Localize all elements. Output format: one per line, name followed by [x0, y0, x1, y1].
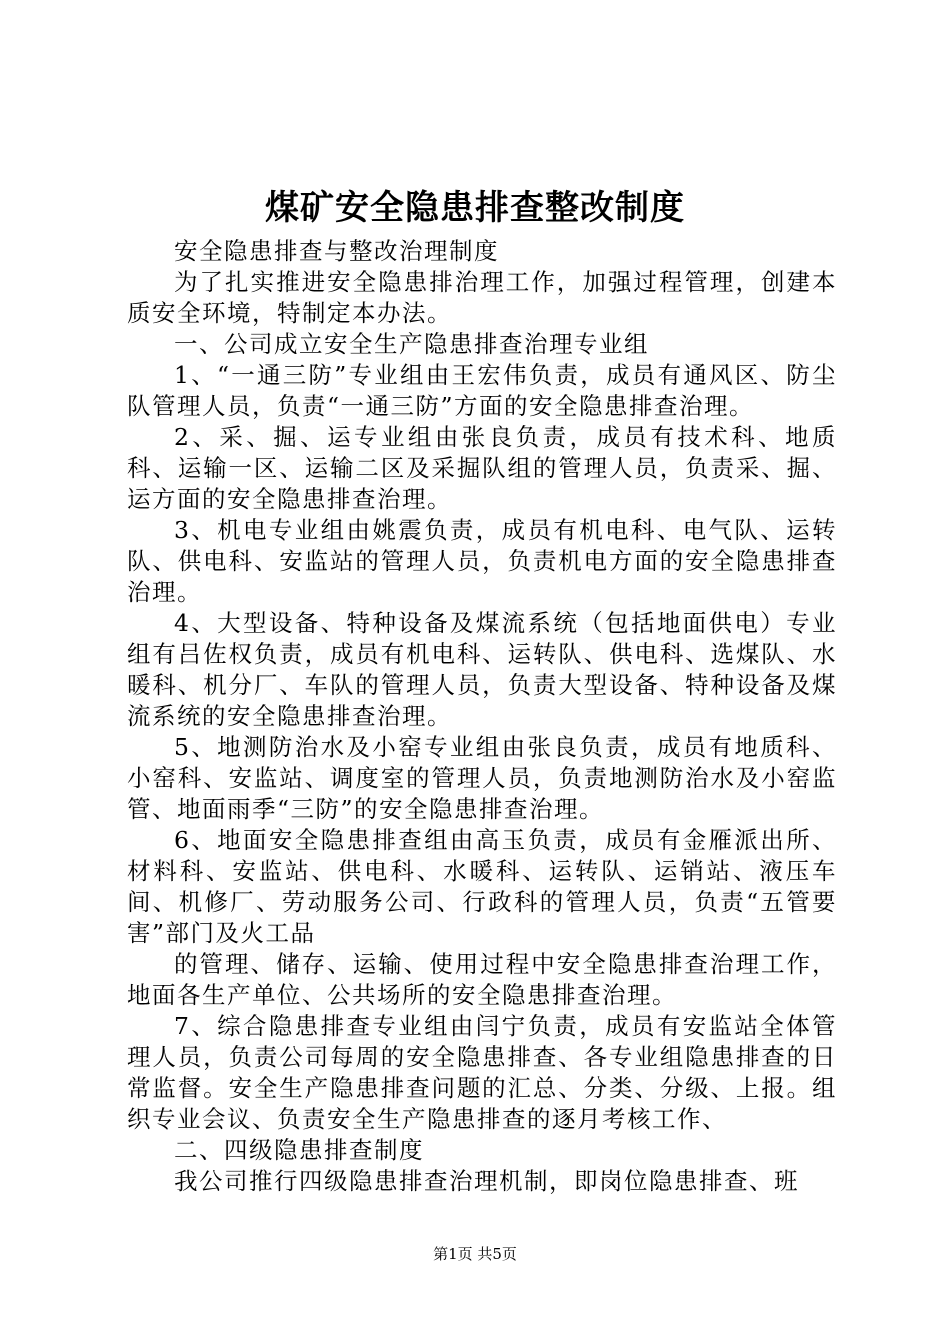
document-body [127, 236, 837, 1197]
paragraph-item-6: 6、地面安全隐患排查组由高玉负责，成员有金雁派出所、材料科、安监站、供电科、水暖科、运转队、运销站、液压车间、机修厂、劳动服务公司、行政科的管理人员，负责“五管要害”部门及火工品 [127, 826, 837, 947]
page-footer: 第1页 共5页 [433, 1245, 517, 1263]
paragraph-four-level: 我公司推行四级隐患排查治理机制，即岗位隐患排查、班 [174, 1167, 799, 1195]
paragraph-subtitle: 安全隐患排查与整改治理制度 [174, 237, 499, 265]
paragraph-item-3: 3、机电专业组由姚震负责，成员有机电科、电气队、运转队、供电科、安监站的管理人员，负责机电方面的安全隐患排查治理。 [127, 516, 837, 606]
paragraph-item-1: 1、“一通三防”专业组由王宏伟负责，成员有通风区、防尘队管理人员，负责“一通三防”方面的安全隐患排查治理。 [127, 361, 837, 420]
section-heading-2: 二、四级隐患排查制度 [174, 1136, 424, 1164]
paragraph-item-7: 7、综合隐患排查专业组由闫宁负责，成员有安监站全体管理人员，负责公司每周的安全隐患排查、各专业组隐患排查的日常监督。安全生产隐患排查问题的汇总、分类、分级、上报。组织专业会议、负责安全生产隐患排查的逐月考核工作、 [127, 1012, 837, 1133]
paragraph-item-5: 5、地测防治水及小窑专业组由张良负责，成员有地质科、小窑科、安监站、调度室的管理人员，负责地测防治水及小窑监管、地面雨季“三防”的安全隐患排查治理。 [127, 733, 837, 823]
paragraph-intro: 为了扎实推进安全隐患排治理工作，加强过程管理，创建本质安全环境，特制定本办法。 [127, 268, 837, 327]
section-heading-1: 一、公司成立安全生产隐患排查治理专业组 [174, 330, 649, 358]
paragraph-item-2: 2、采、掘、运专业组由张良负责，成员有技术科、地质科、运输一区、运输二区及采掘队组的管理人员，负责采、掘、运方面的安全隐患排查治理。 [127, 423, 837, 513]
paragraph-item-6-continued: 的管理、储存、运输、使用过程中安全隐患排查治理工作，地面各生产单位、公共场所的安全隐患排查治理。 [127, 950, 837, 1009]
document-title: 煤矿安全隐患排查整改制度 [265, 188, 685, 228]
paragraph-item-4: 4、大型设备、特种设备及煤流系统（包括地面供电）专业组有吕佐权负责，成员有机电科、运转队、供电科、选煤队、水暖科、机分厂、车队的管理人员，负责大型设备、特种设备及煤流系统的安全隐患排查治理。 [127, 609, 837, 730]
